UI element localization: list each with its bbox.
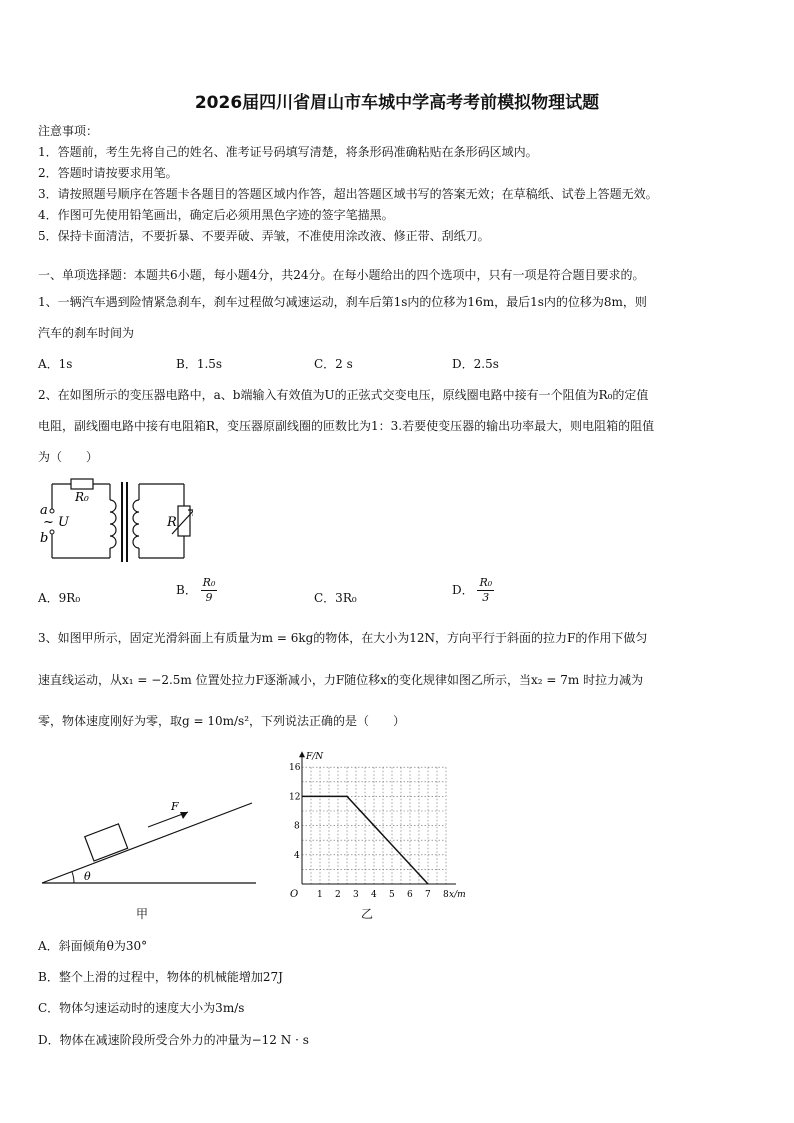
q1-text-line2: 汽车的刹车时间为: [38, 326, 135, 340]
q3-text-line3: 零，物体速度刚好为零，取g = 10m/s²，下列说法正确的是（ ）: [38, 714, 406, 728]
fraction: [201, 576, 218, 605]
angle-label: θ: [84, 870, 91, 883]
x-tick-label: 1: [317, 890, 323, 898]
resistor-r-label: R: [167, 515, 177, 530]
q2-option-b-prefix: B．: [176, 583, 197, 597]
q1-option-a: A．1s: [38, 357, 73, 371]
terminal-a-label: a: [40, 503, 48, 518]
figure-jia-caption: 甲: [136, 907, 149, 921]
q2-option-b: [176, 576, 217, 605]
q2-option-d: [452, 576, 494, 605]
figure-yi-caption: 乙: [361, 907, 374, 921]
q2-text-line2: 电阻，副线圈电路中接有电阻箱R，变压器原副线圈的匝数比为1：3.若要使变压器的输出功率最大，则电阻箱的阻值: [38, 419, 655, 433]
incline-figure: [38, 795, 260, 895]
q2-option-a: A．9R₀: [38, 591, 81, 605]
page-title: 2026届四川省眉山市车城中学高考考前模拟物理试题: [194, 93, 600, 113]
notes-heading: 注意事项：: [38, 124, 99, 138]
q1-option-c: C．2 s: [314, 357, 353, 371]
x-tick-label: 4: [371, 890, 377, 898]
y-axis-arrow: [299, 751, 305, 757]
fraction-numerator: R₀: [479, 576, 493, 589]
x-tick-label: 2: [335, 890, 341, 898]
voltage-label: U: [58, 515, 69, 530]
q2-text-line3: 为（ ）: [38, 450, 99, 464]
note-item: 4．作图可先使用铅笔画出，确定后必须用黑色字迹的签字笔描黑。: [38, 208, 394, 222]
y-tick-label: 4: [294, 850, 300, 861]
q1-option-d: D．2.5s: [452, 357, 499, 371]
x-tick-label: 6: [407, 890, 413, 898]
y-tick-label: 12: [289, 792, 301, 803]
q2-text-line1: 2、在如图所示的变压器电路中，a、b端输入有效值为U的正弦式交变电压，原线圈电路中接有一个阻值为R₀的定值: [38, 388, 649, 402]
y-tick-label: 8: [294, 821, 300, 832]
q1-text-line1: 1、一辆汽车遇到险情紧急刹车，刹车过程做匀减速运动，刹车后第1s内的位移为16m，最后1s内的位移为8m，则: [38, 295, 647, 309]
terminal-b-label: b: [40, 531, 49, 546]
force-label: F: [171, 800, 179, 813]
ac-source-symbol: ~: [43, 515, 54, 530]
x-tick-label: 5: [389, 890, 395, 898]
q3-option-b: B．整个上滑的过程中，物体的机械能增加27J: [38, 970, 283, 984]
q2-option-c: C．3R₀: [314, 591, 357, 605]
q1-option-b: B．1.5s: [176, 357, 223, 371]
fraction: [477, 576, 494, 605]
note-item: 5．保持卡面清洁，不要折暴、不要弄破、弄皱，不准使用涂改液、修正带、刮纸刀。: [38, 229, 490, 243]
q3-option-a: A．斜面倾角θ为30°: [38, 939, 148, 953]
resistor-r0-label: R₀: [75, 490, 89, 504]
block: [85, 824, 128, 861]
origin-label: O: [290, 889, 299, 898]
x-tick-label: 8: [443, 890, 449, 898]
x-axis-label: x/m: [449, 890, 466, 898]
transformer-circuit-diagram: [38, 476, 193, 568]
q3-option-c: C．物体匀速运动时的速度大小为3m/s: [38, 1001, 245, 1015]
fraction-numerator: R₀: [202, 576, 216, 589]
y-tick-label: 16: [289, 763, 301, 774]
note-item: 3．请按照题号顺序在答题卡各题目的答题区域内作答，超出答题区域书写的答案无效；在草稿纸、试卷上答题无效。: [38, 187, 658, 201]
q3-text-line1: 3、如图甲所示，固定光滑斜面上有质量为m = 6kg的物体，在大小为12N，方向平行于斜面的拉力F的作用下做匀: [38, 631, 648, 645]
y-axis-label: F/N: [306, 752, 324, 763]
fraction-denominator: 9: [205, 591, 213, 604]
x-tick-label: 7: [425, 890, 431, 898]
section-heading: 一、单项选择题：本题共6小题，每小题4分，共24分。在每小题给出的四个选项中，只有一项是符合题目要求的。: [38, 268, 645, 282]
q3-option-d: D．物体在减速阶段所受合外力的冲量为−12 N · s: [38, 1033, 309, 1047]
q3-text-line2: 速直线运动，从x₁ = −2.5m 位置处拉力F逐渐减小，力F随位移x的变化规律如图乙所示，当x₂ = 7m 时拉力减为: [38, 673, 644, 687]
note-item: 2．答题时请按要求用笔。: [38, 166, 178, 180]
fraction-denominator: 3: [482, 591, 490, 604]
q2-option-d-prefix: D．: [452, 583, 474, 597]
force-displacement-chart: [280, 750, 500, 898]
note-item: 1．答题前，考生先将自己的姓名、准考证号码填写清楚，将条形码准确粘贴在条形码区域内。: [38, 145, 538, 159]
x-tick-label: 3: [353, 890, 359, 898]
